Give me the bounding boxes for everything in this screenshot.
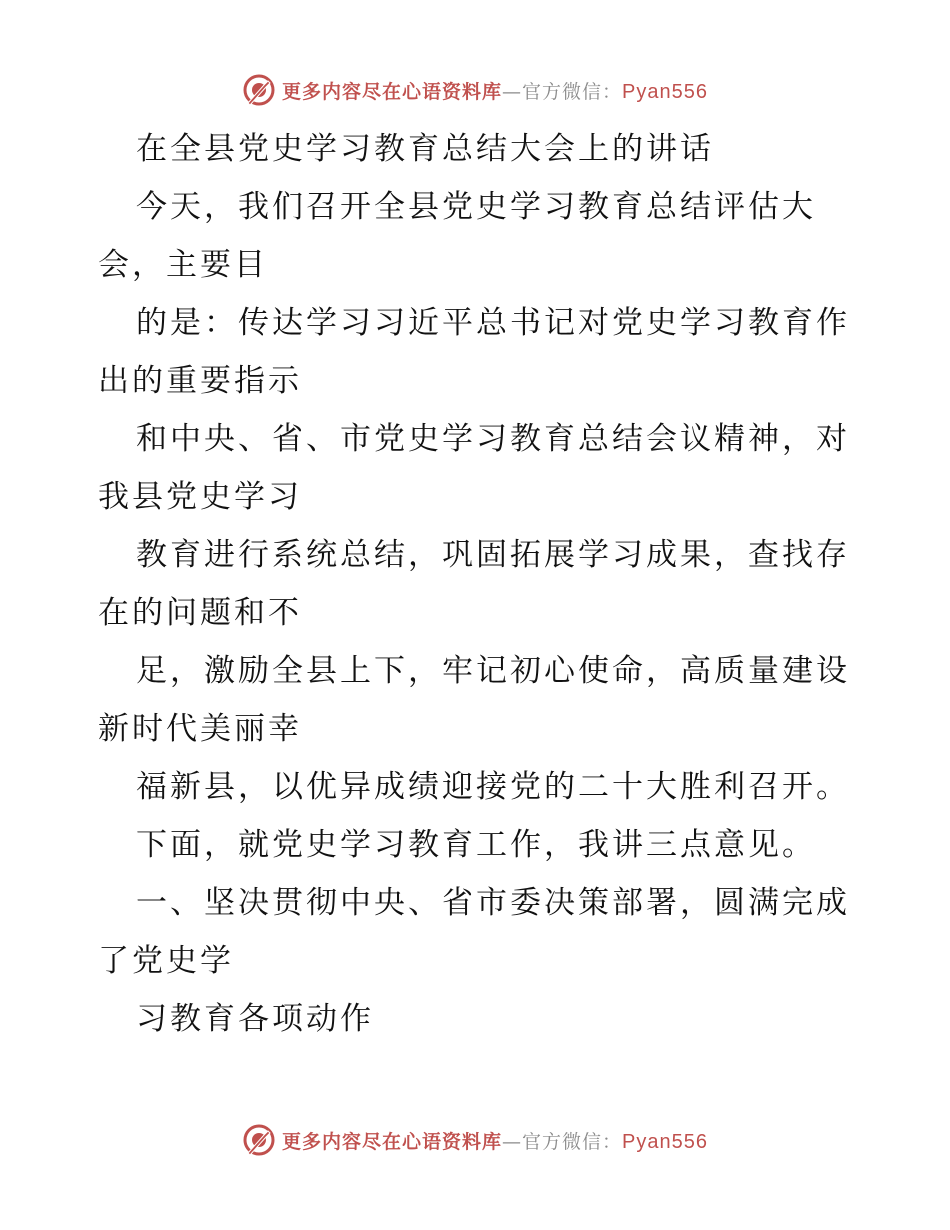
paragraph-line: 下面，就党史学习教育工作，我讲三点意见。 <box>136 827 816 863</box>
document-title: 在全县党史学习教育总结大会上的讲话 <box>136 131 714 167</box>
pen-circle-logo-icon <box>242 73 276 107</box>
watermark-wechat-id: Pyan556 <box>622 80 708 103</box>
paragraph-line: 我县党史学习 <box>98 479 302 515</box>
pen-circle-logo-icon <box>242 1123 276 1157</box>
paragraph-line: 福新县，以优异成绩迎接党的二十大胜利召开。 <box>136 769 850 805</box>
watermark-wechat-id: Pyan556 <box>622 1130 708 1153</box>
watermark-site-text: 更多内容尽在心语资料库 <box>282 80 503 103</box>
paragraph-line: 新时代美丽幸 <box>98 711 302 747</box>
watermark-separator: — <box>502 80 523 103</box>
section-heading-line: 习教育各项动作 <box>136 1001 374 1037</box>
paragraph-line: 的是：传达学习习近平总书记对党史学习教育作 <box>136 305 850 341</box>
watermark-separator: — <box>502 1130 523 1153</box>
paragraph-line: 在的问题和不 <box>98 595 302 631</box>
watermark-text <box>282 77 708 104</box>
watermark-site-text: 更多内容尽在心语资料库 <box>282 1130 503 1153</box>
document-body <box>98 120 858 1048</box>
paragraph-line: 今天，我们召开全县党史学习教育总结评估大 <box>136 189 816 225</box>
paragraph-line: 足，激励全县上下，牢记初心使命，高质量建设 <box>136 653 850 689</box>
footer-watermark <box>0 1120 950 1160</box>
header-watermark <box>0 70 950 110</box>
section-heading-line: 一、坚决贯彻中央、省市委决策部署，圆满完成 <box>136 885 850 921</box>
paragraph-line: 出的重要指示 <box>98 363 302 399</box>
watermark-label: 官方微信： <box>522 1130 623 1153</box>
watermark-label: 官方微信： <box>522 80 623 103</box>
paragraph-line: 和中央、省、市党史学习教育总结会议精神，对 <box>136 421 850 457</box>
paragraph-line: 教育进行系统总结，巩固拓展学习成果，查找存 <box>136 537 850 573</box>
watermark-text <box>282 1127 708 1154</box>
paragraph-line: 会，主要目 <box>98 247 268 283</box>
section-heading-line: 了党史学 <box>98 943 234 979</box>
